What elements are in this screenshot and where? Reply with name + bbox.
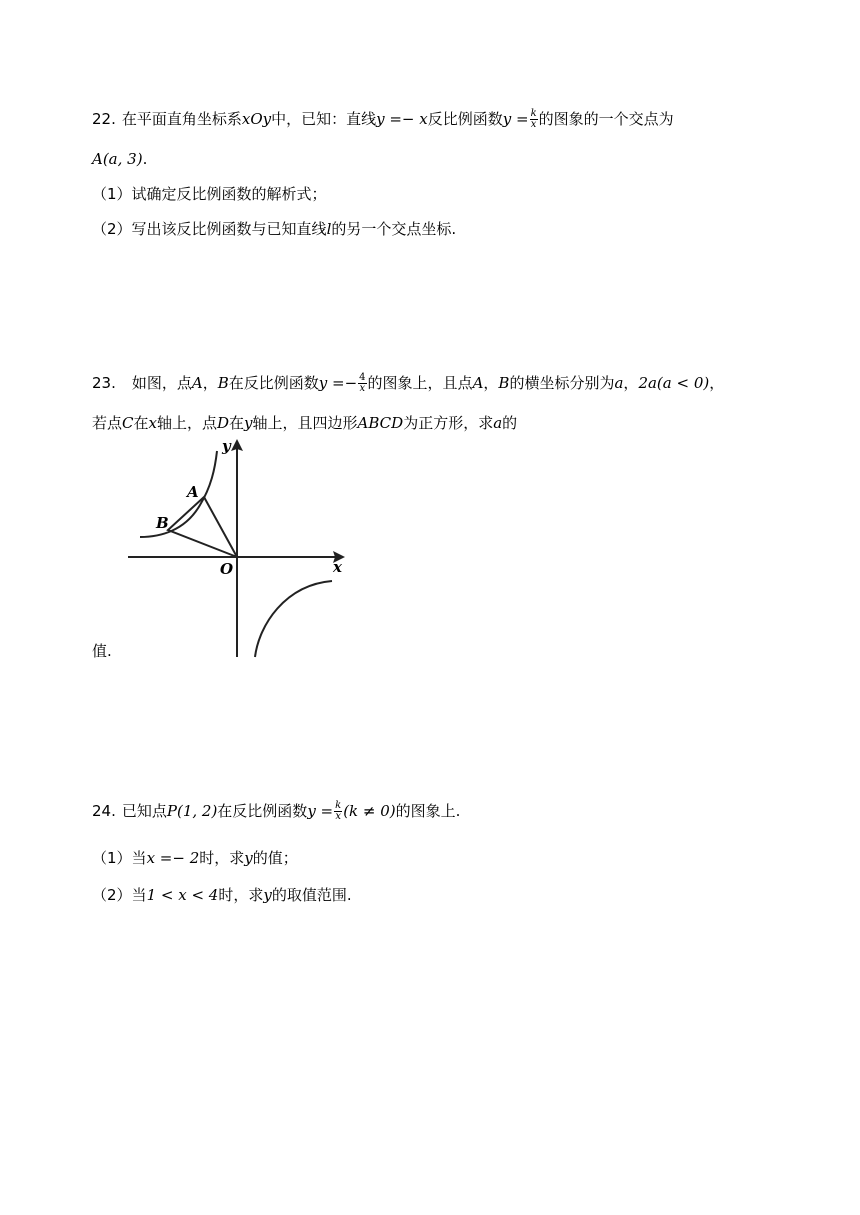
question-number: 22.: [92, 110, 116, 128]
q22-line-1: 22. 在平面直角坐标系xOy中，已知：直线y =− x反比例函数y = $\frac{k}{x}$ 的图象的一个交点为: [92, 108, 674, 130]
q23-line-1: 23. 如图，点A，B在反比例函数y =− $\frac{4}{x}$ 的图象上，且点A，B的横坐标分别为a，2a(a < 0)，: [92, 372, 725, 394]
q24-part-1: （1）当x =− 2时，求y的值；: [92, 849, 298, 867]
q22-line-2: A(a, 3).: [92, 150, 148, 168]
question-number: 23.: [92, 374, 116, 392]
question-number: 24.: [92, 802, 116, 820]
hyperbola-figure: [125, 435, 355, 660]
label-x: x: [333, 558, 342, 576]
label-origin: O: [220, 560, 234, 578]
label-y: y: [222, 437, 231, 455]
label-a: A: [187, 483, 199, 501]
hyperbola-branch-right: [255, 581, 332, 657]
fraction-k-over-x: $\frac{k}{x}$: [530, 108, 537, 130]
q22-part-1: （1）试确定反比例函数的解析式；: [92, 185, 327, 203]
fraction-4-over-x: $\frac{4}{x}$: [359, 372, 366, 394]
q24-line-1: 24. 已知点P(1, 2)在反比例函数y = $\frac{k}{x}$ (k ≠ 0)的图象上.: [92, 800, 461, 822]
label-b: B: [156, 514, 169, 532]
q22-part-2: （2）写出该反比例函数与已知直线l的另一个交点坐标.: [92, 220, 457, 238]
q23-end: 值.: [92, 642, 112, 660]
q23-line-2: 若点C在x轴上，点D在y轴上，且四边形ABCD为正方形，求a的: [92, 414, 518, 432]
fraction-k-over-x: $\frac{k}{x}$: [335, 800, 342, 822]
q24-part-2: （2）当1 < x < 4时，求y的取值范围.: [92, 886, 352, 904]
hyperbola-branch-left: [140, 451, 217, 537]
